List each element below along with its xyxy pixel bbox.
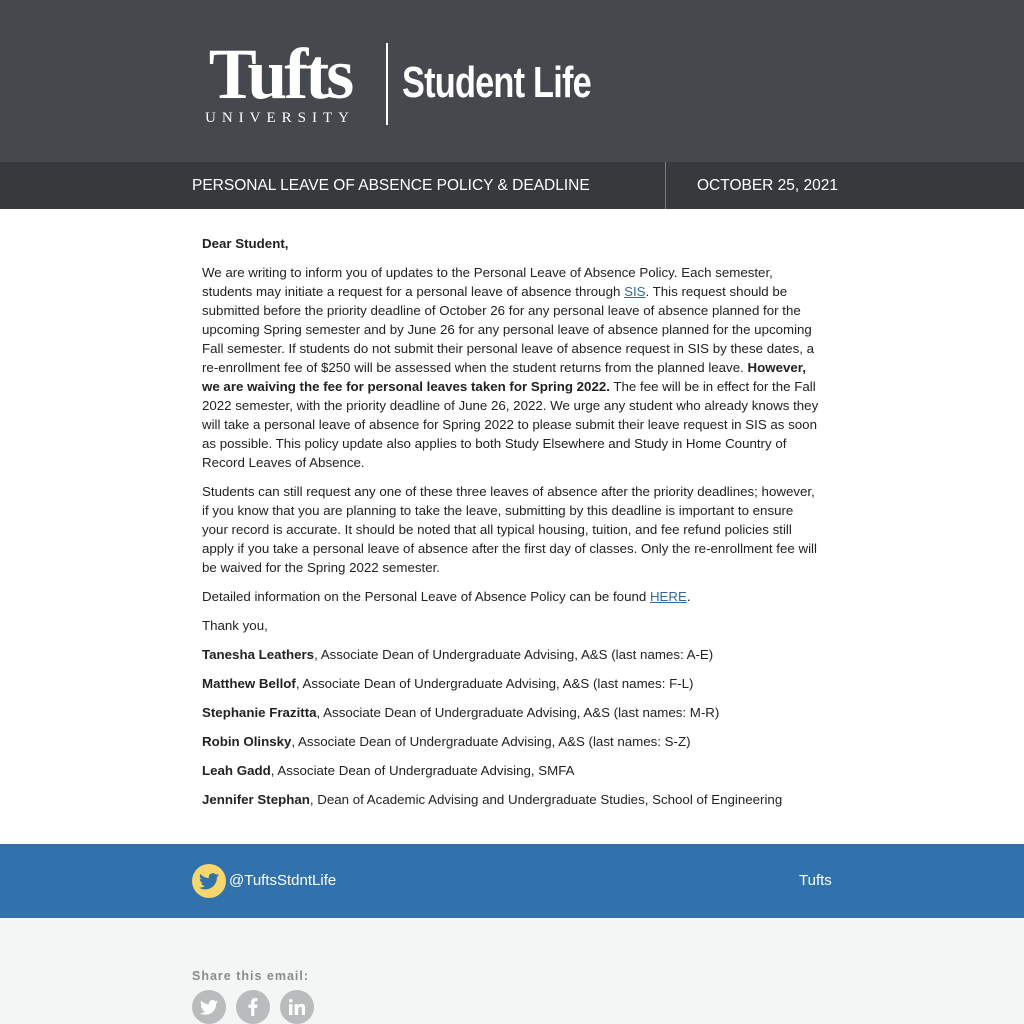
fee-waiver-notice: However, we are waiving the fee for personal leaves taken for Spring 2022. (202, 360, 806, 394)
signer (202, 790, 822, 809)
signer-name: Tanesha Leathers (202, 647, 315, 662)
share-facebook-icon[interactable] (236, 990, 270, 1024)
signer (202, 732, 822, 751)
signer-role: , Associate Dean of Undergraduate Advising, A&S (last names: M-R) (316, 705, 720, 720)
tufts-link[interactable]: Tufts (799, 872, 832, 889)
share-twitter-icon[interactable] (192, 990, 226, 1024)
signer (202, 674, 822, 693)
email-header (0, 0, 1024, 162)
signer-role: , Associate Dean of Undergraduate Advising, SMFA (270, 763, 575, 778)
paragraph-1-text-c: The fee will be in effect for the Fall 2022 semester, with the priority deadline of June 26, 2022. We urge any student who already knows they will take a personal leave of absence for Spring 2022 to please submit their leave request in SIS as soon as possible. This policy update also applies to both Study Elsewhere and Study in Home Country of Record Leaves of Absence. (202, 379, 819, 470)
paragraph-3-text-b: . (686, 589, 691, 604)
title-divider (665, 162, 666, 209)
signer-role: , Associate Dean of Undergraduate Advising, A&S (last names: S-Z) (291, 734, 691, 749)
tufts-wordmark (186, 34, 374, 127)
signer (202, 703, 822, 722)
closing: Thank you, (202, 618, 268, 633)
twitter-handle-link[interactable]: @TuftsStdntLife (229, 872, 337, 889)
signer (202, 645, 822, 664)
signer (202, 761, 822, 780)
social-footer (0, 844, 1024, 918)
greeting: Dear Student, (202, 236, 289, 251)
share-label: Share this email: (192, 969, 310, 983)
email-title: PERSONAL LEAVE OF ABSENCE POLICY & DEADLINE (192, 177, 590, 194)
signer-name: Jennifer Stephan (202, 792, 310, 807)
twitter-icon[interactable] (192, 864, 226, 898)
email-date: OCTOBER 25, 2021 (697, 177, 839, 194)
paragraph-1 (202, 263, 822, 472)
logo-divider (386, 43, 388, 125)
policy-here-link[interactable]: HERE (649, 589, 687, 604)
tufts-student-life-logo[interactable] (186, 34, 644, 126)
signer-role: , Associate Dean of Undergraduate Advising, A&S (last names: F-L) (295, 676, 694, 691)
paragraph-3-text-a: Detailed information on the Personal Leave of Absence Policy can be found (202, 589, 650, 604)
signer-name: Robin Olinsky (202, 734, 292, 749)
paragraph-1-text-b: . This request should be submitted before the priority deadline of October 26 for any personal leave of absence planned for the upcoming Spring semester and by June 26 for any personal leave of absence planned for the upcoming Fall semester. If students do not submit their personal leave of absence request in SIS by these dates, a re-enrollment fee of $250 will be assessed when the student returns from the planned leave. (202, 284, 815, 375)
email-body (0, 209, 1024, 844)
logo-student-life-text: Student Life (402, 58, 591, 107)
signer-name: Stephanie Frazitta (202, 705, 317, 720)
signer-name: Leah Gadd (202, 763, 271, 778)
signer-role: , Dean of Academic Advising and Undergraduate Studies, School of Engineering (309, 792, 783, 807)
letter (202, 234, 822, 819)
paragraph-3 (202, 587, 822, 606)
paragraph-2: Students can still request any one of these three leaves of absence after the priority deadlines; however, if you know that you are planning to take the leave, submitting by this deadline is important to ensure your record is accurate. It should be noted that all typical housing, tuition, and fee refund policies still apply if you take a personal leave of absence after the first day of classes. Only the re-enrollment fee will be waived for the Spring 2022 semester. (202, 484, 817, 575)
logo-university-text: UNIVERSITY (205, 110, 355, 126)
share-linkedin-icon[interactable] (280, 990, 314, 1024)
sis-link[interactable]: SIS (624, 284, 646, 299)
logo-tufts-text: Tufts (208, 34, 352, 114)
paragraph-1-text-a: We are writing to inform you of updates to the Personal Leave of Absence Policy. Each semester, students may initiate a request for a personal leave of absence through (202, 265, 773, 299)
signer-role: , Associate Dean of Undergraduate Advising, A&S (last names: A-E) (314, 647, 714, 662)
title-bar (0, 162, 1024, 209)
signer-name: Matthew Bellof (202, 676, 296, 691)
